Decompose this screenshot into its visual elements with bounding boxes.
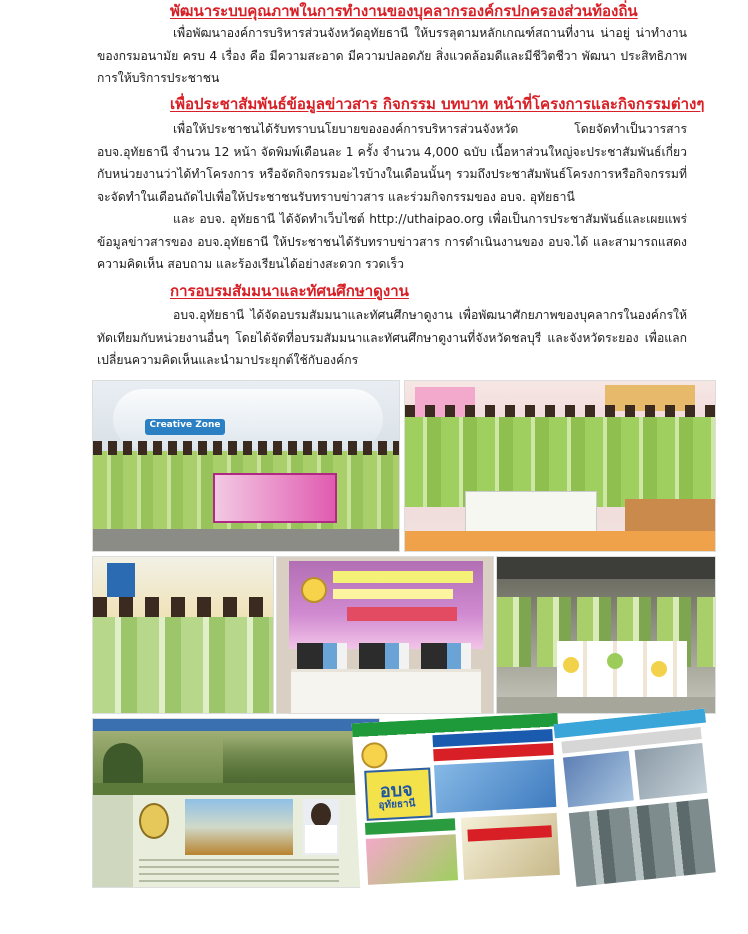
paragraph-seminar: อบจ.อุทัยธานี ได้จัดอบรมสัมมนาและทัศนศึกษาดูงาน เพื่อพัฒนาศักยภาพของบุคลากรในองค์กรให้ทัดเทียมกับหน่วยงานอื่นๆ โดยได้จัดที่อบรมสัมมนาและทัศนศึกษาดูงานที่จังหวัดชลบุรี และจังหวัดระยอง เพื่อแลกเปลี่ยนความคิดเห็นและนำมาประยุกต์ใช้กับองค์กร [97,308,687,367]
banner-icon [213,473,337,523]
photo-boat-trip [496,556,716,714]
section-heading-quality: พัฒนาระบบคุณภาพในการทำงานของบุคลากรองค์กรปกครองส่วนท้องถิ่น [170,2,638,20]
photo-journal-inner-page [553,709,722,896]
journal-subtitle: อุทัยธานี [378,798,416,812]
paragraph-journal: เพื่อให้ประชาชนได้รับทราบนโยบายขององค์การบริหารส่วนจังหวัด โดยจัดทำเป็นวารสาร อบจ.อุทัยธานี จำนวน 12 หน้า จัดพิมพ์เดือนละ 1 ครั้ง จำนวน 4,000 ฉบับ เนื้อหาส่วนใหญ่จะประชาสัมพันธ์เกี่ยวกับหน่วยงานว่าได้ทำโครงการ หรือจัดกิจกรรมอะไรบ้างในเดือนนั้นๆ รวมถึงประชาสัมพันธ์โครงการหรือกิจกรรมที่จะจัดทำในเดือนถัดไปเพื่อให้ประชาชนรับทราบข่าวสาร และร่วมกิจกรรมของ อบจ. อุทัยธานี [97,122,687,204]
journal-logo: อบจ [379,779,414,803]
photo-seminar-stage [276,556,494,714]
paragraph-website: และ อบจ. อุทัยธานี ได้จัดทำเว็บไซต์ http://uthaipao.org เพื่อเป็นการประชาสัมพันธ์และเผยแพร่ข้อมูลข่าวสารของ อบจ.อุทัยธานี ให้ประชาชนได้รับทราบข่าวสาร การดำเนินงานของ อบจ.ได้ และสามารถแสดงความคิดเห็น สอบถาม และร้องเรียนได้อย่างสะดวก รวดเร็ว [97,212,687,271]
seal-icon [139,803,169,839]
statue-icon [103,743,143,783]
section-heading-seminar: การอบรมสัมมนาและทัศนศึกษาดูงาน [170,282,409,300]
photo-indoor-activity [92,556,274,714]
emblem-icon [301,577,327,603]
photo-journal-cover [352,713,567,894]
section-heading-pr: เพื่อประชาสัมพันธ์ข้อมูลข่าวสาร กิจกรรม บทบาท หน้าที่โครงการและกิจกรรมต่างๆ [170,95,705,113]
photo-creative-zone-group [92,380,400,552]
photo-website-screenshot [92,718,380,888]
paragraph-quality: เพื่อพัฒนาองค์การบริหารส่วนจังหวัดอุทัยธานี ให้บรรลุตามหลักเกณฑ์สถานที่งาน น่าอยู่ น่าทำงานของกรมอนามัย ครบ 4 เรื่อง คือ มีความสะอาด มีความปลอดภัย สิ่งแวดล้อมดีและมีชีวิตชีวา พัฒนา ประสิทธิภาพการให้บริการประชาชน [97,26,687,85]
creative-zone-sign: Creative Zone [149,420,221,430]
photo-school-visit [404,380,716,552]
